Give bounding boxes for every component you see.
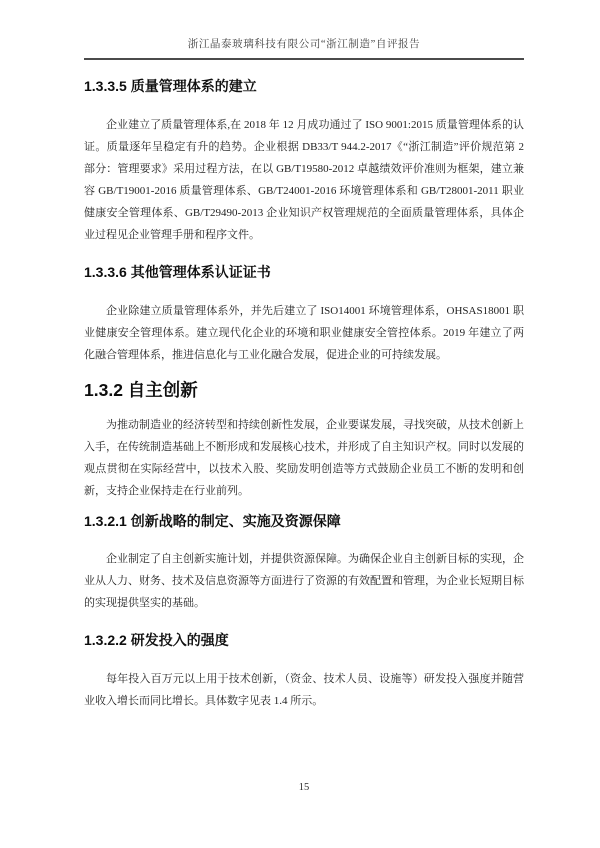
section-heading-1-3-2-1: 1.3.2.1 创新战略的制定、实施及资源保障 bbox=[84, 512, 341, 529]
section-heading-1-3-2: 1.3.2 自主创新 bbox=[84, 379, 198, 400]
paragraph-innovation-strategy: 企业制定了自主创新实施计划，并提供资源保障。为确保企业自主创新目标的实现，企业从人力、财务、技术及信息资源等方面进行了资源的有效配置和管理，为企业长短期目标的实现提供坚实的基础。 bbox=[84, 553, 524, 610]
paragraph-independent-innovation: 为推动制造业的经济转型和持续创新性发展，企业要谋发展，寻找突破，从技术创新上入手，在传统制造基础上不断形成和发展核心技术，并形成了自主知识产权。同时以发展的观点贯彻在实际经营中，以技术入股、奖励发明创造等方式鼓励企业员工不断的发明和创新，支持企业保持走在行业前列。 bbox=[84, 418, 524, 497]
running-header-title: 浙江晶泰玻璃科技有限公司“浙江制造”自评报告 bbox=[187, 39, 421, 50]
section-heading-1-3-3-5: 1.3.3.5 质量管理体系的建立 bbox=[84, 78, 257, 94]
paragraph-rd-investment: 每年投入百万元以上用于技术创新，（资金、技术人员、设施等）研发投入强度并随营业收入增长而同比增长。具体数字见表 1.4 所示。 bbox=[84, 673, 524, 708]
page-number: 15 bbox=[298, 782, 310, 793]
paragraph-quality-system-establishment: 企业建立了质量管理体系,在 2018 年 12 月成功通过了 ISO 9001:2015 质量管理体系的认证。质量逐年呈稳定有升的趋势。企业根据 DB33/T 944.2-2017《“浙江制造”评价规范第 2 部分：管理要求》采用过程方法，在以 GB/T19580-2012 卓越绩效评价准则为框架，建立兼容 GB/T19001-2016 质量管理体系、GB/T24001-2016 环境管理体系和 GB/T28001-2011 职业健康安全管理体系、GB/T29490-2013 企业知识产权管理规范的全面质量管理体系，具体企业过程见企业管理手册和程序文件。 bbox=[84, 118, 524, 241]
paragraph-other-certifications: 企业除建立质量管理体系外，并先后建立了 ISO14001 环境管理体系，OHSAS18001 职业健康安全管理体系。建立现代化企业的环境和职业健康安全管控体系。2019 年建立了两化融合管理体系，推进信息化与工业化融合发展，促进企业的可持续发展。 bbox=[84, 304, 524, 361]
document-body bbox=[84, 60, 524, 712]
section-heading-1-3-2-2: 1.3.2.2 研发投入的强度 bbox=[84, 632, 229, 649]
page-footer bbox=[84, 782, 524, 793]
section-heading-1-3-3-6: 1.3.3.6 其他管理体系认证证书 bbox=[84, 263, 271, 280]
